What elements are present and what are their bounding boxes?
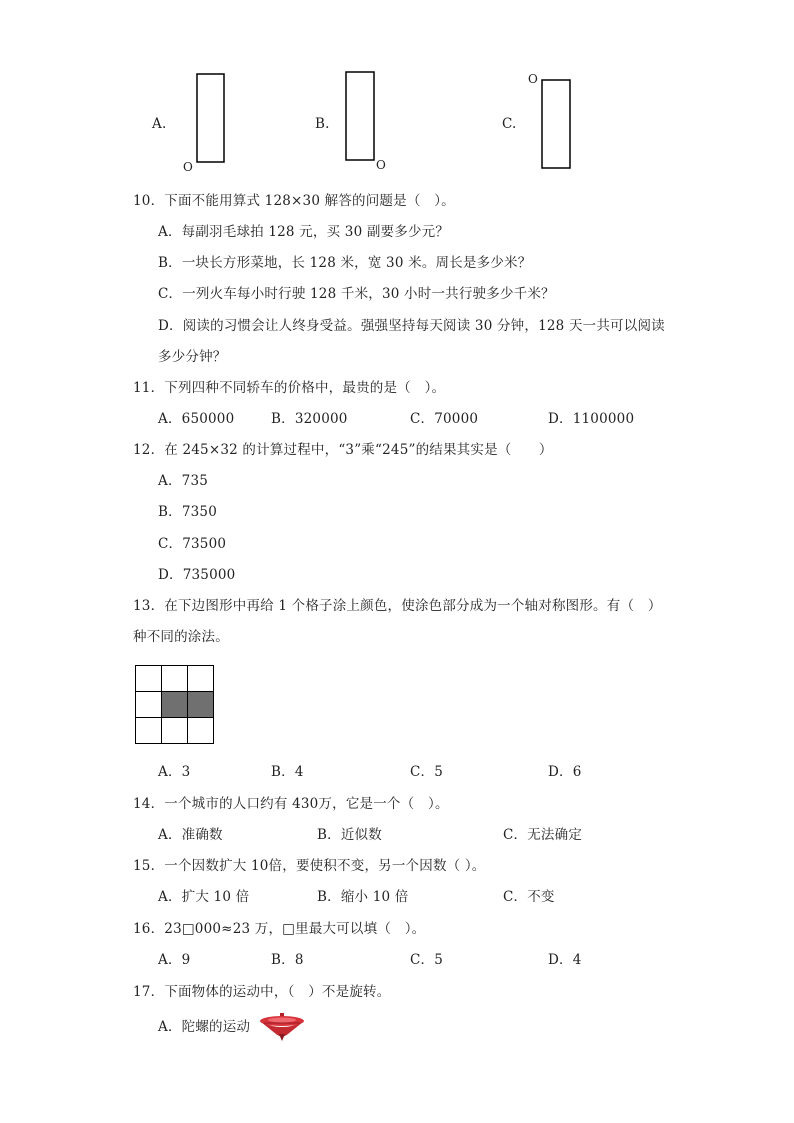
q14-stem: 14．一个城市的人口约有 430万，它是一个（ ）。 bbox=[133, 796, 449, 812]
q16-option-a: A．9 bbox=[158, 952, 191, 968]
q17-option-a: A．陀螺的运动 bbox=[158, 1019, 251, 1035]
q14-option-b: B．近似数 bbox=[317, 827, 382, 843]
q16-stem: 16．23□000≈23 万，□里最大可以填（ ）。 bbox=[133, 921, 426, 937]
q12-option-c: C．73500 bbox=[158, 536, 227, 552]
q9-option-b-label: B. bbox=[315, 116, 330, 132]
q11-option-b: B．320000 bbox=[271, 411, 348, 427]
q9-origin-a: O bbox=[183, 160, 194, 174]
q13-stem-line1: 13．在下边图形中再给 1 个格子涂上颜色，使涂色部分成为一个轴对称图形。有（ ） bbox=[133, 598, 662, 614]
q9-rect-a bbox=[197, 74, 224, 162]
q12-option-d: D．735000 bbox=[158, 567, 236, 583]
q13-option-a: A．3 bbox=[158, 764, 191, 780]
q13-grid bbox=[135, 665, 216, 746]
q9-origin-c: O bbox=[528, 72, 539, 86]
q9-rect-c bbox=[542, 80, 570, 168]
q9-option-a-label: A. bbox=[152, 116, 167, 132]
q15-option-b: B．缩小 10 倍 bbox=[317, 889, 409, 905]
q13-stem-line2: 种不同的涂法。 bbox=[133, 629, 229, 645]
q12-option-a: A．735 bbox=[158, 473, 209, 489]
grid-cell bbox=[187, 665, 214, 692]
grid-cell bbox=[135, 691, 162, 718]
q10-option-d-line1: D．阅读的习惯会让人终身受益。强强坚持每天阅读 30 分钟，128 天一共可以阅读 bbox=[158, 318, 665, 334]
q15-option-c: C．不变 bbox=[503, 889, 555, 905]
grid-cell bbox=[135, 665, 162, 692]
q11-option-d: D．1100000 bbox=[548, 411, 635, 427]
q9-origin-b: O bbox=[376, 158, 387, 172]
q13-option-c: C．5 bbox=[410, 764, 444, 780]
q16-option-b: B．8 bbox=[271, 952, 304, 968]
q11-option-a: A．650000 bbox=[158, 411, 235, 427]
q9-option-c-label: C. bbox=[502, 116, 517, 132]
q16-option-c: C．5 bbox=[410, 952, 444, 968]
grid-cell-shaded bbox=[161, 691, 188, 718]
q10-option-d-line2: 多少分钟？ bbox=[158, 349, 227, 365]
q11-option-c: C．70000 bbox=[410, 411, 479, 427]
q9-rect-b bbox=[346, 72, 374, 160]
q15-option-a: A．扩大 10 倍 bbox=[158, 889, 250, 905]
q16-option-d: D．4 bbox=[548, 952, 582, 968]
q14-option-a: A．准确数 bbox=[158, 827, 223, 843]
grid-cell bbox=[161, 665, 188, 692]
q10-option-c: C．一列火车每小时行驶 128 千米，30 小时一共行驶多少千米？ bbox=[158, 286, 555, 302]
q15-stem: 15．一个因数扩大 10倍，要使积不变，另一个因数（ ）。 bbox=[133, 858, 486, 874]
q11-stem: 11．下列四种不同轿车的价格中，最贵的是（ ）。 bbox=[133, 380, 446, 396]
q12-option-b: B．7350 bbox=[158, 504, 217, 520]
grid-cell bbox=[161, 717, 188, 744]
q10-stem: 10．下面不能用算式 128×30 解答的问题是（ ）。 bbox=[133, 193, 455, 209]
q12-stem: 12．在 245×32 的计算过程中，“3”乘“245”的结果其实是（ ） bbox=[133, 442, 553, 458]
q13-option-b: B．4 bbox=[271, 764, 304, 780]
q10-option-b: B．一块长方形菜地，长 128 米，宽 30 米。周长是多少米？ bbox=[158, 255, 532, 271]
q10-option-a: A．每副羽毛球拍 128 元，买 30 副要多少元？ bbox=[158, 224, 450, 240]
spinning-top-icon bbox=[258, 1012, 306, 1042]
q17-stem: 17．下面物体的运动中，（ ）不是旋转。 bbox=[133, 984, 391, 1000]
grid-cell bbox=[187, 717, 214, 744]
q13-option-d: D．6 bbox=[548, 764, 582, 780]
grid-cell-shaded bbox=[187, 691, 214, 718]
grid-cell bbox=[135, 717, 162, 744]
q14-option-c: C．无法确定 bbox=[503, 827, 583, 843]
